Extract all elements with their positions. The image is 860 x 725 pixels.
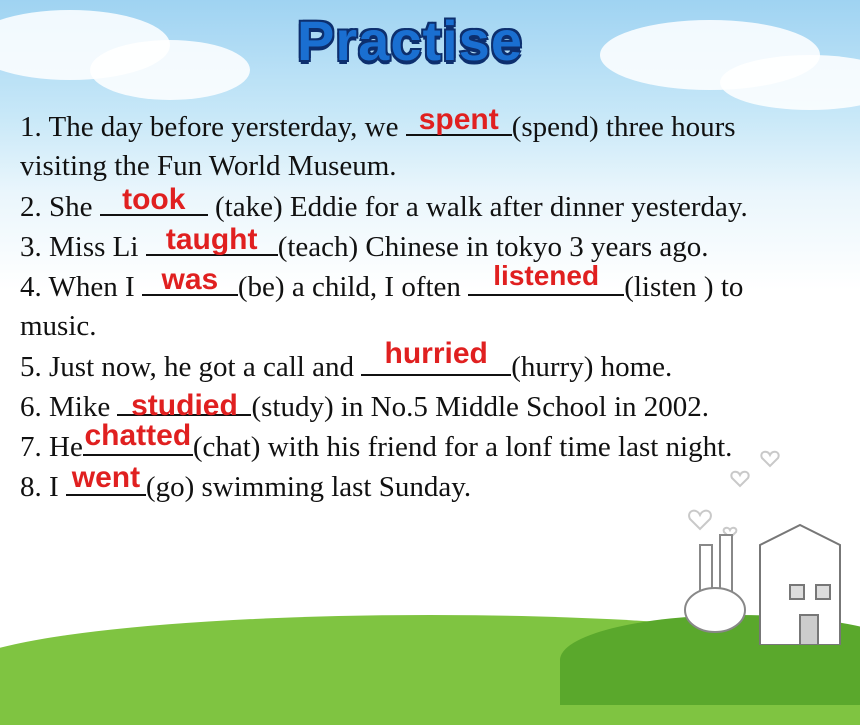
line-text: (be) a child, I often	[237, 271, 469, 303]
line-text: 8. I	[20, 471, 66, 503]
line-text: (spend) three hours	[511, 111, 736, 143]
answer-text: took	[122, 183, 186, 216]
answer-text: went	[71, 461, 141, 494]
answer-text: taught	[165, 223, 258, 256]
line-text: 5. Just now, he got a call and	[20, 351, 362, 383]
building-icon	[760, 525, 840, 645]
exercise-line	[20, 103, 850, 146]
answer-text: studied	[131, 389, 238, 422]
exercise-line	[20, 260, 850, 306]
answer-blank	[361, 337, 511, 376]
line-text: music.	[20, 310, 97, 342]
line-text: (chat) with his friend for a lonf time last night.	[192, 431, 733, 463]
answer-blank	[117, 386, 251, 422]
answer-text: was	[161, 263, 219, 296]
answer-blank	[66, 461, 146, 496]
line-text: (teach) Chinese in tokyo 3 years ago.	[277, 231, 709, 263]
answer-text: listened	[493, 260, 600, 291]
answer-blank	[146, 223, 278, 256]
line-text: (study) in No.5 Middle School in 2002.	[251, 391, 710, 423]
heart-icon	[689, 452, 779, 538]
line-text: visiting the Fun World Museum.	[20, 150, 397, 182]
line-text: (hurry) home.	[511, 351, 673, 383]
line-text: 3. Miss Li	[20, 231, 146, 263]
line-text: 1. The day before yersterday, we	[20, 111, 406, 143]
exercise-line	[20, 337, 850, 386]
chimney-icon	[685, 535, 745, 632]
answer-blank	[142, 263, 238, 296]
answer-text: hurried	[384, 337, 488, 370]
line-text: 4. When I	[20, 271, 142, 303]
answer-text: chatted	[84, 419, 192, 452]
line-text: 7. He	[20, 431, 83, 463]
line-text: (go) swimming last Sunday.	[145, 471, 472, 503]
line-text: (take) Eddie for a walk after dinner yesterday.	[207, 191, 748, 223]
factory-illustration	[640, 435, 860, 645]
answer-blank	[468, 260, 624, 296]
line-text: (listen ) to	[624, 271, 744, 303]
line-text: 6. Mike	[20, 391, 118, 423]
page-title: Practise	[297, 9, 523, 72]
answer-blank	[406, 103, 512, 136]
answer-blank	[100, 183, 208, 216]
exercise-line	[20, 183, 850, 226]
line-text: 2. She	[20, 191, 100, 223]
answer-blank	[83, 419, 193, 456]
answer-text: spent	[418, 103, 499, 136]
